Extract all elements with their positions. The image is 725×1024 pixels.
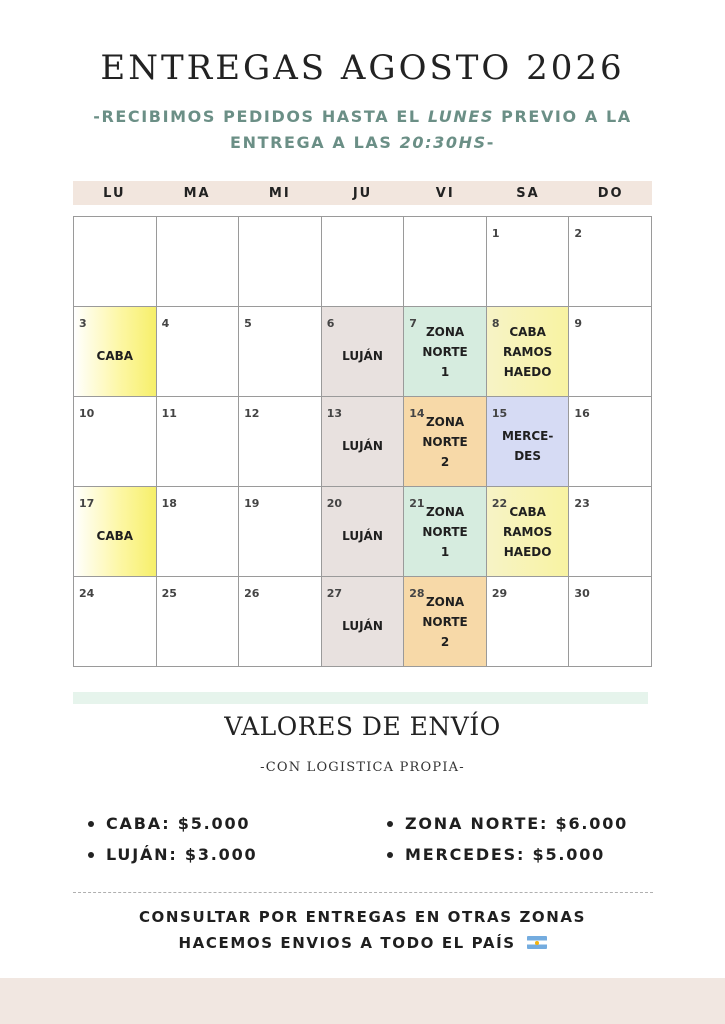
weekday-header [73, 181, 652, 205]
section-divider-bar [73, 692, 648, 704]
price-label: MERCEDES: $5.000 [405, 845, 606, 864]
calendar-day-8 [487, 307, 570, 397]
bottom-band [0, 978, 725, 1024]
delivery-zone-label: LUJÁN [342, 618, 383, 633]
calendar-day-12 [239, 397, 322, 487]
subtitle-mid: PREVIO A LA ENTREGA A LAS [230, 107, 632, 152]
calendar-day-2 [569, 217, 652, 307]
calendar-day-22 [487, 487, 570, 577]
day-number: 13 [326, 407, 343, 420]
calendar-empty-cell [157, 217, 240, 307]
page-subtitle [60, 104, 665, 156]
shipping-subtitle: -CON LOGISTICA PROPIA- [260, 760, 465, 775]
calendar-empty-cell [239, 217, 322, 307]
shipping-title: VALORES DE ENVÍO [224, 712, 501, 741]
calendar-day-30 [569, 577, 652, 667]
footer-line-1: CONSULTAR POR ENTREGAS EN OTRAS ZONAS [138, 908, 587, 926]
price-label: LUJÁN: $3.000 [106, 845, 258, 864]
calendar-day-16 [569, 397, 652, 487]
argentina-flag-icon [527, 936, 547, 949]
day-number: 16 [574, 407, 590, 420]
delivery-zone-label: LUJÁN [342, 528, 383, 543]
day-number: 21 [409, 497, 425, 510]
calendar-day-18 [157, 487, 240, 577]
weekday-mon: LU [103, 186, 126, 201]
delivery-zone-label: CABA [96, 348, 134, 363]
delivery-zone-label: ZONA NORTE 1 [422, 324, 468, 379]
calendar-day-10 [74, 397, 157, 487]
calendar-day-9 [569, 307, 652, 397]
day-number: 2 [574, 227, 583, 240]
day-number: 8 [491, 317, 500, 330]
day-number: 25 [161, 587, 177, 600]
day-number: 22 [491, 497, 508, 510]
delivery-zone-label: ZONA NORTE 2 [422, 414, 468, 469]
day-number: 29 [491, 587, 508, 600]
delivery-zone-label: MERCE- DES [501, 428, 554, 463]
day-number: 30 [574, 587, 590, 600]
price-zona-norte [387, 814, 628, 833]
day-number: 26 [244, 587, 260, 600]
day-number: 12 [244, 407, 260, 420]
delivery-zone-label: LUJÁN [342, 348, 383, 363]
footer-note [0, 904, 725, 956]
day-number: 24 [79, 587, 95, 600]
calendar-day-1 [487, 217, 570, 307]
weekday-tue: MA [183, 186, 211, 201]
calendar-day-26 [239, 577, 322, 667]
bullet-icon [387, 852, 393, 858]
day-number: 28 [409, 587, 425, 600]
calendar-empty-cell [74, 217, 157, 307]
day-number: 1 [491, 227, 500, 240]
weekday-fri: VI [435, 186, 455, 201]
weekday-wed: MI [268, 186, 291, 201]
day-number: 27 [326, 587, 343, 600]
delivery-zone-label: CABA RAMOS HAEDO [502, 504, 553, 559]
day-number: 19 [244, 497, 260, 510]
bullet-icon [387, 821, 393, 827]
price-lujan [88, 845, 257, 864]
footer-line-2-text: HACEMOS ENVIOS A TODO EL PAÍS [178, 934, 516, 952]
day-number: 11 [161, 407, 177, 420]
day-number: 15 [491, 407, 508, 420]
calendar-day-6 [322, 307, 405, 397]
price-caba [88, 814, 250, 833]
footer-line-2 [0, 930, 725, 956]
calendar-day-5 [239, 307, 322, 397]
price-label: CABA: $5.000 [106, 814, 251, 833]
day-number: 5 [244, 317, 252, 330]
calendar-day-27 [322, 577, 405, 667]
calendar-day-21 [404, 487, 487, 577]
delivery-zone-label: ZONA NORTE 1 [422, 504, 468, 559]
weekday-thu: JU [352, 186, 373, 201]
day-number: 6 [326, 317, 335, 330]
calendar-day-19 [239, 487, 322, 577]
page-title: ENTREGAS AGOSTO 2026 [100, 48, 625, 88]
calendar-day-17 [74, 487, 157, 577]
day-number: 10 [79, 407, 95, 420]
bullet-icon [88, 852, 94, 858]
day-number: 4 [161, 317, 170, 330]
day-number: 23 [574, 497, 590, 510]
day-number: 9 [574, 317, 583, 330]
day-number: 7 [409, 317, 417, 330]
subtitle-em-time: 20:30HS [399, 133, 487, 152]
calendar-day-4 [157, 307, 240, 397]
day-number: 17 [79, 497, 95, 510]
calendar-day-20 [322, 487, 405, 577]
price-label: ZONA NORTE: $6.000 [405, 814, 629, 833]
price-mercedes [387, 845, 605, 864]
calendar-day-15 [487, 397, 570, 487]
calendar-day-11 [157, 397, 240, 487]
calendar-day-3 [74, 307, 157, 397]
dashed-divider [73, 892, 653, 893]
calendar-day-14 [404, 397, 487, 487]
calendar-day-13 [322, 397, 405, 487]
delivery-zone-label: LUJÁN [342, 438, 383, 453]
calendar-day-23 [569, 487, 652, 577]
calendar-day-24 [74, 577, 157, 667]
day-number: 3 [79, 317, 87, 330]
delivery-zone-label: ZONA NORTE 2 [422, 594, 468, 649]
subtitle-pre: -RECIBIMOS PEDIDOS HASTA EL [93, 107, 428, 126]
calendar-day-28 [404, 577, 487, 667]
calendar-day-25 [157, 577, 240, 667]
day-number: 14 [409, 407, 425, 420]
weekday-sat: SA [516, 186, 540, 201]
subtitle-post: - [486, 133, 495, 152]
calendar-day-29 [487, 577, 570, 667]
day-number: 18 [161, 497, 177, 510]
calendar-day-7 [404, 307, 487, 397]
delivery-zone-label: CABA RAMOS HAEDO [502, 324, 553, 379]
delivery-zone-label: CABA [96, 528, 134, 543]
weekday-sun: DO [597, 186, 624, 201]
day-number: 20 [326, 497, 343, 510]
calendar-empty-cell [322, 217, 405, 307]
bullet-icon [88, 821, 94, 827]
calendar-empty-cell [404, 217, 487, 307]
subtitle-em-day: LUNES [427, 107, 494, 126]
calendar-grid [73, 216, 652, 667]
